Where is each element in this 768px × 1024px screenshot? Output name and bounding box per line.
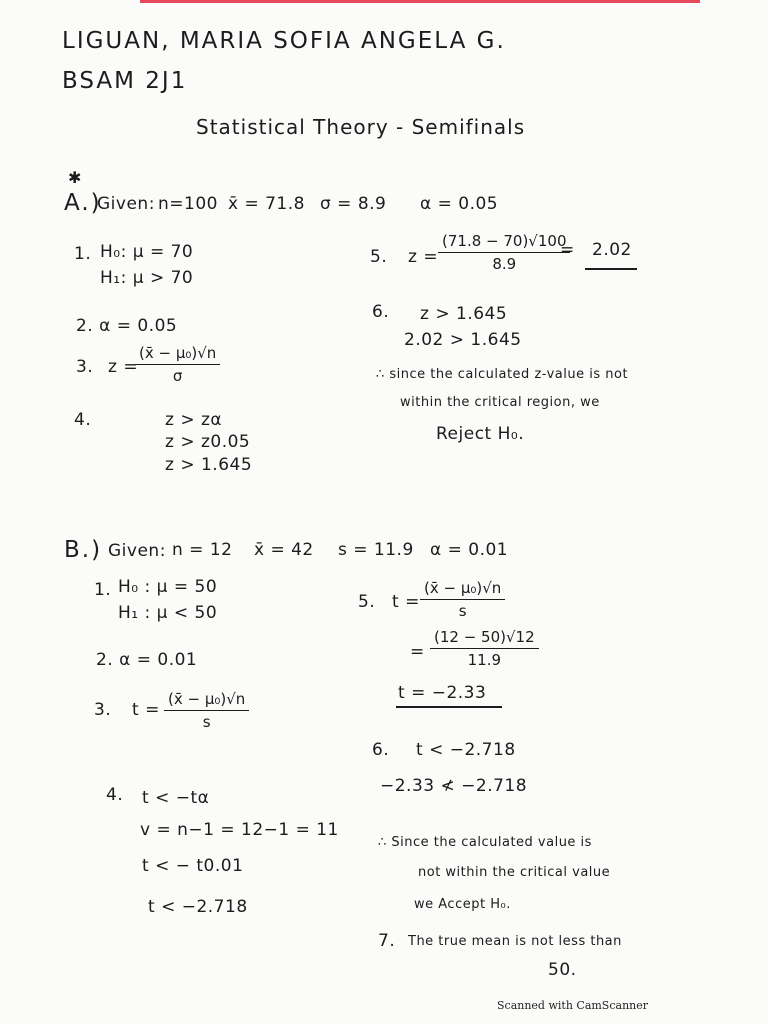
formula-denominator: 8.9	[492, 255, 517, 273]
problem-a-n: n=100	[158, 194, 218, 214]
scanner-watermark: Scanned with CamScanner	[497, 999, 649, 1012]
problem-b-critical-3: t < −2.718	[148, 897, 248, 917]
result-underline	[396, 706, 502, 708]
problem-b-step5-number: 5.	[358, 592, 376, 612]
page-top-edge	[140, 0, 700, 3]
problem-a-critical-3: z > 1.645	[165, 455, 253, 475]
problem-b-given-label: Given:	[108, 541, 166, 561]
problem-b-critical-2: t < − t0.01	[142, 856, 244, 876]
problem-b-decision-rule: t < −2.718	[416, 740, 516, 760]
student-section: BSAM 2J1	[62, 68, 188, 94]
problem-b-computed-t-formula	[430, 628, 539, 669]
problem-b-n: n = 12	[172, 540, 233, 560]
problem-b-step6-number: 6.	[372, 740, 390, 760]
problem-a-step2: 2. α = 0.05	[76, 316, 178, 336]
problem-a-computed-z-formula	[438, 232, 570, 273]
problem-b-conclusion-line2: not within the critical value	[418, 865, 611, 880]
problem-a-step5-number: 5.	[370, 247, 388, 267]
problem-a-comparison: 2.02 > 1.645	[404, 330, 522, 350]
problem-a-alt-hypothesis: H₁: μ > 70	[100, 268, 194, 288]
problem-a-step3-lhs: z =	[108, 357, 139, 377]
problem-a-conclusion-line3: Reject H₀.	[436, 424, 525, 444]
problem-a-test-statistic-formula	[135, 344, 220, 385]
problem-b-test-statistic-formula	[164, 690, 249, 731]
problem-a-conclusion-line1: ∴ since the calculated z-value is not	[376, 367, 629, 382]
problem-b-degrees-freedom: v = n−1 = 12−1 = 11	[140, 820, 339, 840]
formula-numerator: (71.8 − 70)√100	[438, 232, 570, 253]
formula-numerator: (12 − 50)√12	[430, 628, 539, 649]
formula-numerator: (x̄ − μ₀)√n	[164, 690, 249, 711]
problem-b-null-hypothesis: H₀ : μ = 50	[118, 577, 218, 597]
problem-a-decision-rule: z > 1.645	[420, 304, 508, 324]
problem-b-conclusion-line1: ∴ Since the calculated value is	[378, 835, 592, 850]
problem-b-step4-number: 4.	[106, 785, 124, 805]
problem-b-xbar: x̄ = 42	[254, 540, 314, 560]
result-underline	[585, 268, 637, 270]
problem-b-comparison: −2.33 ≮ −2.718	[380, 776, 528, 796]
problem-b-step5-lhs: t =	[392, 592, 420, 612]
problem-a-given-label: Given:	[97, 194, 155, 214]
problem-b-test-statistic-formula-step5	[420, 579, 505, 620]
formula-denominator: s	[202, 713, 211, 731]
problem-a-step3-number: 3.	[76, 357, 94, 377]
formula-numerator: (x̄ − μ₀)√n	[420, 579, 505, 600]
formula-numerator: (x̄ − μ₀)√n	[135, 344, 220, 365]
formula-denominator: σ	[172, 367, 183, 385]
problem-b-step2: 2. α = 0.01	[96, 650, 198, 670]
bullet-mark-icon: ✱	[68, 168, 82, 187]
problem-b-final-statement: The true mean is not less than	[408, 934, 622, 949]
problem-a-critical-2: z > z0.05	[165, 432, 251, 452]
problem-a-step6-number: 6.	[372, 302, 390, 322]
problem-b-step1-number: 1.	[94, 580, 112, 600]
problem-b-conclusion-line3: we Accept H₀.	[414, 897, 511, 912]
problem-a-null-hypothesis: H₀: μ = 70	[100, 242, 194, 262]
problem-a-step4-number: 4.	[74, 410, 92, 430]
formula-denominator: s	[458, 602, 467, 620]
problem-b-step3-number: 3.	[94, 700, 112, 720]
formula-denominator: 11.9	[467, 651, 502, 669]
student-name: LIGUAN, MARIA SOFIA ANGELA G.	[62, 28, 506, 54]
problem-b-final-value: 50.	[548, 960, 577, 980]
problem-a-step1-number: 1.	[74, 244, 92, 264]
problem-b-alt-hypothesis: H₁ : μ < 50	[118, 603, 218, 623]
problem-a-step5-lhs: z =	[408, 247, 439, 267]
problem-a-xbar: x̄ = 71.8	[228, 194, 305, 214]
problem-b-step7-number: 7.	[378, 931, 396, 951]
problem-b-step5-equals: =	[410, 642, 425, 662]
problem-b-t-value: t = −2.33	[398, 683, 487, 703]
problem-a-critical-1: z > zα	[165, 410, 223, 430]
page-title: Statistical Theory - Semifinals	[196, 115, 526, 139]
problem-b-alpha: α = 0.01	[430, 540, 509, 560]
problem-a-conclusion-line2: within the critical region, we	[400, 395, 600, 410]
problem-a-z-value: 2.02	[592, 240, 632, 260]
problem-b-s: s = 11.9	[338, 540, 414, 560]
problem-b-label: B.)	[64, 537, 103, 563]
problem-b-step3-lhs: t =	[132, 700, 160, 720]
problem-a-sigma: σ = 8.9	[320, 194, 387, 214]
problem-a-step5-equals: =	[560, 240, 575, 260]
problem-b-critical-1: t < −tα	[142, 788, 210, 808]
problem-a-alpha: α = 0.05	[420, 194, 499, 214]
problem-a-label: A.)	[64, 190, 102, 216]
